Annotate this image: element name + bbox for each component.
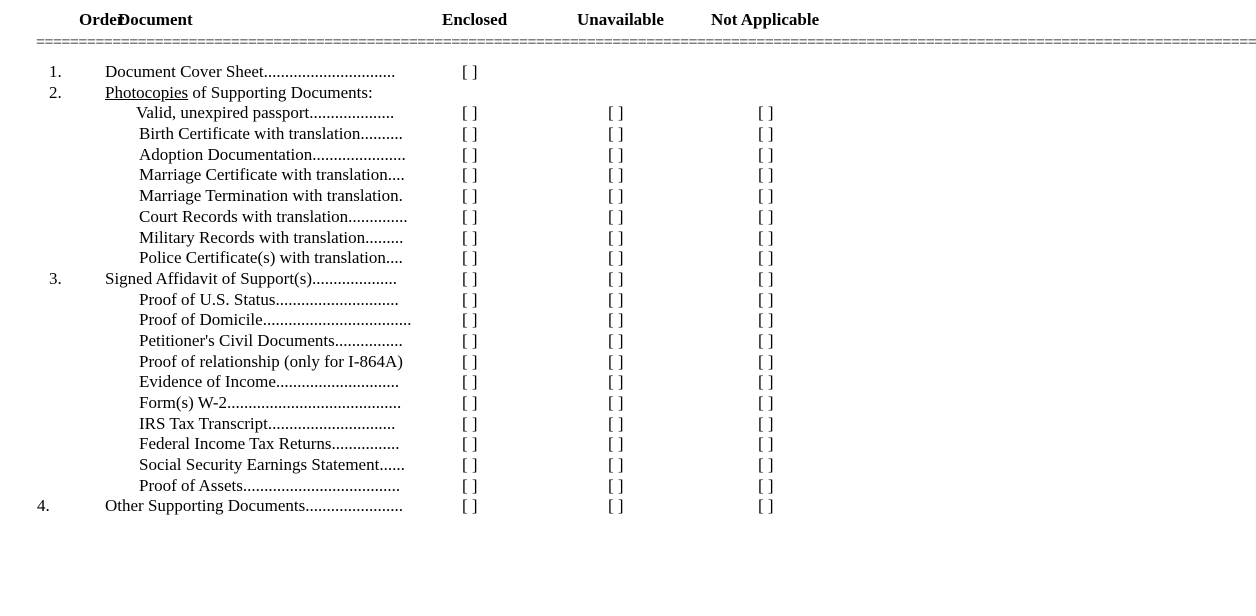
enclosed-checkbox[interactable]: [ ] [462,248,478,268]
enclosed-checkbox[interactable]: [ ] [462,496,478,516]
document-label [139,248,403,269]
checklist-row [0,248,1019,269]
checklist-row [0,372,1019,393]
unavailable-checkbox[interactable]: [ ] [608,310,624,330]
not-applicable-checkbox[interactable]: [ ] [758,144,774,164]
label-text: Birth Certificate with translation [139,124,361,144]
unavailable-checkbox[interactable]: [ ] [608,103,624,123]
enclosed-checkbox[interactable]: [ ] [462,455,478,475]
not-applicable-checkbox[interactable]: [ ] [758,248,774,268]
checklist-row [0,331,1019,352]
not-applicable-checkbox[interactable]: [ ] [758,310,774,330]
enclosed-checkbox[interactable]: [ ] [462,372,478,392]
item-number: 4. [37,496,50,516]
enclosed-checkbox[interactable]: [ ] [462,393,478,412]
leader-dots: .................... [309,103,395,123]
not-applicable-checkbox[interactable]: [ ] [758,330,774,350]
leader-dots: ............................. [275,289,399,309]
document-label [139,434,400,455]
document-label [139,414,395,435]
leader-dots: .... [387,165,405,185]
unavailable-checkbox[interactable]: [ ] [608,372,624,392]
leader-dots: .............. [348,206,408,226]
unavailable-checkbox[interactable]: [ ] [608,227,624,247]
leader-dots: ............................... [263,62,396,81]
checklist-row [0,393,1019,414]
label-text: Signed Affidavit of Support(s) [105,268,312,288]
checklist-row [0,83,1019,104]
not-applicable-checkbox[interactable]: [ ] [758,289,774,309]
unavailable-checkbox[interactable]: [ ] [608,289,624,309]
document-label [139,228,403,249]
leader-dots: .................... [311,268,397,288]
unavailable-checkbox[interactable]: [ ] [608,393,624,412]
document-checklist [0,62,1019,517]
not-applicable-checkbox[interactable]: [ ] [758,434,774,454]
not-applicable-checkbox[interactable]: [ ] [758,413,774,433]
checklist-row [0,207,1019,228]
checklist-row [0,496,1019,517]
label-text: Form(s) W-2 [139,393,227,412]
leader-dots: ....................... [305,496,403,516]
label-text: Marriage Certificate with translation [139,165,388,185]
checklist-row [0,269,1019,290]
not-applicable-checkbox[interactable]: [ ] [758,227,774,247]
document-label [139,476,400,497]
enclosed-checkbox[interactable]: [ ] [462,268,478,288]
header-order: Order [79,10,125,29]
leader-dots: ......................................... [227,393,402,412]
header-not-applicable: Not Applicable [711,10,820,29]
unavailable-checkbox[interactable]: [ ] [608,186,624,206]
unavailable-checkbox[interactable]: [ ] [608,413,624,433]
item-number: 1. [49,62,62,81]
document-label [139,124,403,145]
leader-dots: ..................................... [242,475,401,495]
unavailable-checkbox[interactable]: [ ] [608,144,624,164]
label-text: Petitioner's Civil Documents [139,330,335,350]
leader-dots: ............................. [275,372,400,392]
leader-dots: ......... [365,227,404,247]
unavailable-checkbox[interactable]: [ ] [608,351,624,371]
document-label [139,207,408,228]
checklist-row [0,434,1019,455]
enclosed-checkbox[interactable]: [ ] [462,62,478,81]
checklist-row [0,310,1019,331]
checklist-row [0,124,1019,145]
label-text: Military Records with translation [139,227,366,247]
document-label [139,310,411,331]
checklist-row [0,103,1019,124]
unavailable-checkbox[interactable]: [ ] [608,248,624,268]
enclosed-checkbox[interactable]: [ ] [462,475,478,495]
not-applicable-checkbox[interactable]: [ ] [758,455,774,475]
document-label [105,83,373,104]
checklist-row [0,228,1019,249]
checklist-row [0,414,1019,435]
label-text: Court Records with translation [139,206,349,226]
checklist-row [0,186,1019,207]
label-text: Document Cover Sheet [105,62,264,81]
enclosed-checkbox[interactable]: [ ] [462,165,478,185]
unavailable-checkbox[interactable]: [ ] [608,434,624,454]
label-text: of Supporting Documents: [188,82,373,102]
label-text: Evidence of Income [139,372,276,392]
label-text: Social Security Earnings Statement [139,455,380,475]
enclosed-checkbox[interactable]: [ ] [462,289,478,309]
not-applicable-checkbox[interactable]: [ ] [758,351,774,371]
enclosed-checkbox[interactable]: [ ] [462,434,478,454]
unavailable-checkbox[interactable]: [ ] [608,206,624,226]
checklist-row [0,290,1019,311]
unavailable-checkbox[interactable]: [ ] [608,268,624,288]
not-applicable-checkbox[interactable]: [ ] [758,186,774,206]
document-label [105,496,403,517]
header-document: Document [118,10,193,29]
checklist-row [0,165,1019,186]
enclosed-checkbox[interactable]: [ ] [462,330,478,350]
underlined-text: Photocopies [105,82,189,102]
leader-dots: ................ [331,434,400,454]
label-text: Other Supporting Documents [105,496,306,516]
separator-rule: ================================================================================================================================================ [36,34,1256,51]
label-text: Adoption Documentation [139,144,313,164]
not-applicable-checkbox[interactable]: [ ] [758,124,774,144]
checklist-row [0,145,1019,166]
document-label [139,393,401,414]
not-applicable-checkbox[interactable]: [ ] [758,475,774,495]
unavailable-checkbox[interactable]: [ ] [608,455,624,475]
unavailable-checkbox[interactable]: [ ] [608,496,624,516]
leader-dots: . [398,186,403,206]
document-label [105,269,397,290]
label-text: Valid, unexpired passport [136,103,310,123]
not-applicable-checkbox[interactable]: [ ] [758,206,774,226]
label-text: Proof of relationship (only for I-864A) [139,351,403,371]
label-text: Police Certificate(s) with translation [139,248,386,268]
leader-dots: .............................. [267,413,396,433]
document-label [139,372,399,393]
document-label [139,186,403,207]
leader-dots: ...... [379,455,405,475]
unavailable-checkbox[interactable]: [ ] [608,124,624,144]
label-text: Proof of Domicile [139,310,263,330]
not-applicable-checkbox[interactable]: [ ] [758,496,774,516]
leader-dots: ...................... [312,144,406,164]
enclosed-checkbox[interactable]: [ ] [462,186,478,206]
document-label [139,290,399,311]
checklist-row [0,352,1019,373]
not-applicable-checkbox[interactable]: [ ] [758,103,774,123]
enclosed-checkbox[interactable]: [ ] [462,310,478,330]
document-label [105,62,395,83]
leader-dots: .......... [360,124,403,144]
enclosed-checkbox[interactable]: [ ] [462,103,478,123]
document-label [139,455,405,476]
not-applicable-checkbox[interactable]: [ ] [758,165,774,185]
label-text: Proof of Assets [139,475,243,495]
item-number: 2. [49,82,62,102]
label-text: Proof of U.S. Status [139,289,276,309]
enclosed-checkbox[interactable]: [ ] [462,124,478,144]
label-text: Federal Income Tax Returns [139,434,332,454]
unavailable-checkbox[interactable]: [ ] [608,330,624,350]
document-label [139,331,403,352]
document-label [136,103,394,124]
document-label [139,165,405,186]
document-label [139,145,406,166]
header-unavailable: Unavailable [577,10,664,29]
enclosed-checkbox[interactable]: [ ] [462,206,478,226]
label-text: Marriage Termination with translation [139,186,399,206]
enclosed-checkbox[interactable]: [ ] [462,351,478,371]
leader-dots: ................ [334,330,403,350]
enclosed-checkbox[interactable]: [ ] [462,227,478,247]
header-enclosed: Enclosed [442,10,508,29]
checklist-row [0,62,1019,83]
leader-dots: .... [385,248,403,268]
checklist-row [0,476,1019,497]
document-label [139,352,403,373]
not-applicable-checkbox[interactable]: [ ] [758,393,774,412]
label-text: IRS Tax Transcript [139,413,268,433]
leader-dots: ................................... [262,310,412,330]
item-number: 3. [49,268,62,288]
checklist-row [0,455,1019,476]
enclosed-checkbox[interactable]: [ ] [462,413,478,433]
unavailable-checkbox[interactable]: [ ] [608,475,624,495]
not-applicable-checkbox[interactable]: [ ] [758,372,774,392]
not-applicable-checkbox[interactable]: [ ] [758,268,774,288]
unavailable-checkbox[interactable]: [ ] [608,165,624,185]
enclosed-checkbox[interactable]: [ ] [462,144,478,164]
